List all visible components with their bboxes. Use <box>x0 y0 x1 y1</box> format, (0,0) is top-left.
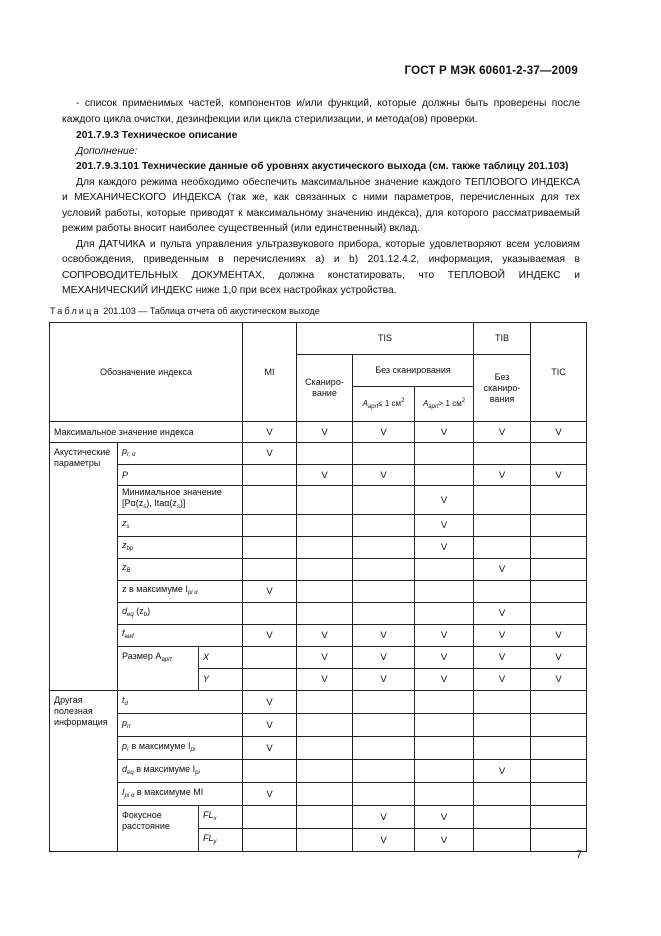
row-deq: $d_{eq}$ $(z_b)$ <box>118 603 243 625</box>
check-mark: V <box>531 625 587 647</box>
group-acoustic-params: Акустические параметры <box>50 443 118 691</box>
check-mark: V <box>474 669 531 691</box>
table-row <box>50 422 587 443</box>
row-power: P <box>118 465 243 486</box>
check-mark: V <box>474 559 531 581</box>
row-x: X <box>199 647 243 669</box>
header-index: Обозначение индекса <box>50 323 243 422</box>
check-mark: V <box>415 537 474 559</box>
table-row <box>50 443 587 465</box>
row-td: $t_d$ <box>118 691 243 714</box>
row-min-value: Минимальное значение [$P\alpha(z_s)$, $Ita\alpha(z_s)$] <box>118 486 243 515</box>
check-mark: V <box>243 422 297 443</box>
header-tic: TIC <box>531 323 587 422</box>
table-row <box>50 647 587 669</box>
subsection-title: 201.7.9.3.101 Технические данные об уровнях акустического выхода (см. также таблицу 201.103) <box>76 161 569 172</box>
check-mark: V <box>415 669 474 691</box>
check-mark: V <box>474 625 531 647</box>
table-row <box>50 537 587 559</box>
check-mark: V <box>474 760 531 783</box>
header-tib: TIB <box>474 323 531 355</box>
header-scanning: Сканиро-вание <box>297 355 353 422</box>
group-other-info: Другая полезная информация <box>50 691 118 852</box>
row-focal-length: Фокусное расстояние <box>118 806 199 852</box>
check-mark: V <box>297 422 353 443</box>
header-tis: TIS <box>297 323 474 355</box>
header-mi: MI <box>243 323 297 422</box>
header-aprt-le: $A_{aprt}\le 1$ $см^2$ <box>353 387 415 422</box>
row-flx: $FL_x$ <box>199 806 243 829</box>
table-row <box>50 515 587 537</box>
bullet-item: - список применимых частей, компонентов и/или функций, которые должны быть проверены после каждого цикла очистки, дезинфекции или цикла стерилизации, и метода(ов) проверки. <box>62 98 580 125</box>
row-zs: $z_s$ <box>118 515 243 537</box>
check-mark: V <box>297 669 353 691</box>
row-ipi-at-max-mi: $I_{pi \alpha}$ в максимуме MI <box>118 783 243 806</box>
check-mark: V <box>353 647 415 669</box>
row-deq-at-max: $d_{eq}$ в максимуме $I_{pi}$ <box>118 760 243 783</box>
row-aperture-size: Размер $A_{aprt}$ <box>118 647 199 691</box>
body-text <box>62 96 580 299</box>
header-tib-no-scanning: Без сканиро-вания <box>474 355 531 422</box>
table-row <box>50 737 587 760</box>
row-y: Y <box>199 669 243 691</box>
table-row <box>50 465 587 486</box>
table-row <box>50 691 587 714</box>
check-mark: V <box>415 647 474 669</box>
check-mark: V <box>531 422 587 443</box>
paragraph-2: Для ДАТЧИКА и пульта управления ультразвукового прибора, которые удовлетворяют всем условиям освобождения, приведенным в перечислениях а) и b) 201.12.4.2, информация, указываемая в СОПРОВОДИТЕЛЬНЫХ ДОКУМЕНТАХ, должна констатировать, что ТЕПЛОВОЙ ИНДЕКС и МЕХАНИЧЕСКИЙ ИНДЕКС ниже 1,0 при всех настройках устройства. <box>62 238 580 296</box>
max-index-label: Максимальное значение индекса <box>50 422 243 443</box>
row-pr-at-max: $p_r$ в максимуме $I_{pi}$ <box>118 737 243 760</box>
check-mark: V <box>353 806 415 829</box>
check-mark: V <box>531 669 587 691</box>
table-row <box>50 486 587 515</box>
row-zb: $z_B$ <box>118 559 243 581</box>
table-row <box>50 760 587 783</box>
check-mark: V <box>415 806 474 829</box>
section-title: 201.7.9.3 Техническое описание <box>76 130 238 141</box>
check-mark: V <box>474 603 531 625</box>
table-row <box>50 581 587 603</box>
table-row <box>50 559 587 581</box>
check-mark: V <box>297 625 353 647</box>
check-mark: V <box>353 669 415 691</box>
acoustic-output-table <box>49 322 587 852</box>
row-zbp: $z_{bp}$ <box>118 537 243 559</box>
check-mark: V <box>243 625 297 647</box>
caption-rest: 201.103 — Таблица отчета об акустическом выходе <box>103 306 320 316</box>
row-fawf: $f_{awf}$ <box>118 625 243 647</box>
check-mark: V <box>353 829 415 852</box>
check-mark: V <box>243 783 297 806</box>
check-mark: V <box>474 422 531 443</box>
table-row <box>50 714 587 737</box>
check-mark: V <box>474 647 531 669</box>
row-pra: $p_{r, \alpha}$ <box>118 443 243 465</box>
check-mark: V <box>243 737 297 760</box>
table-row <box>50 603 587 625</box>
check-mark: V <box>415 625 474 647</box>
check-mark: V <box>415 486 474 515</box>
check-mark: V <box>297 465 353 486</box>
table-row <box>50 625 587 647</box>
document-header: ГОСТ Р МЭК 60601-2-37—2009 <box>404 65 578 77</box>
check-mark: V <box>415 515 474 537</box>
check-mark: V <box>297 647 353 669</box>
header-aprt-gt: $A_{aprt}> 1$ $см^2$ <box>415 387 474 422</box>
paragraph-1: Для каждого режима необходимо обеспечить максимальное значение каждого ТЕПЛОВОГО ИНДЕКСА и МЕХАНИЧЕСКОГО ИНДЕКСА (так же, как связанных с ними параметров, перечисленных для тех условий работы, которые приводят к максимальному значению индекса), для которого рассматриваемый режим работы вносит наиболее существенный (или единственный) вклад. <box>62 176 580 234</box>
caption-word: Таблица <box>50 306 101 316</box>
table-caption <box>50 306 320 316</box>
header-no-scanning: Без сканирования <box>353 355 474 387</box>
check-mark: V <box>353 465 415 486</box>
table-row <box>50 806 587 829</box>
row-prr: $p_{rr}$ <box>118 714 243 737</box>
check-mark: V <box>243 443 297 465</box>
row-fly: $FL_y$ <box>199 829 243 852</box>
check-mark: V <box>531 465 587 486</box>
table-row <box>50 783 587 806</box>
page-number: 7 <box>576 849 583 861</box>
check-mark: V <box>474 465 531 486</box>
check-mark: V <box>353 422 415 443</box>
check-mark: V <box>243 581 297 603</box>
check-mark: V <box>243 714 297 737</box>
check-mark: V <box>531 647 587 669</box>
check-mark: V <box>415 422 474 443</box>
check-mark: V <box>415 829 474 852</box>
check-mark: V <box>353 625 415 647</box>
check-mark: V <box>243 691 297 714</box>
addition-label: Дополнение: <box>76 145 138 157</box>
row-z-at-max: z в максимуме $I_{pi \alpha}$ <box>118 581 243 603</box>
